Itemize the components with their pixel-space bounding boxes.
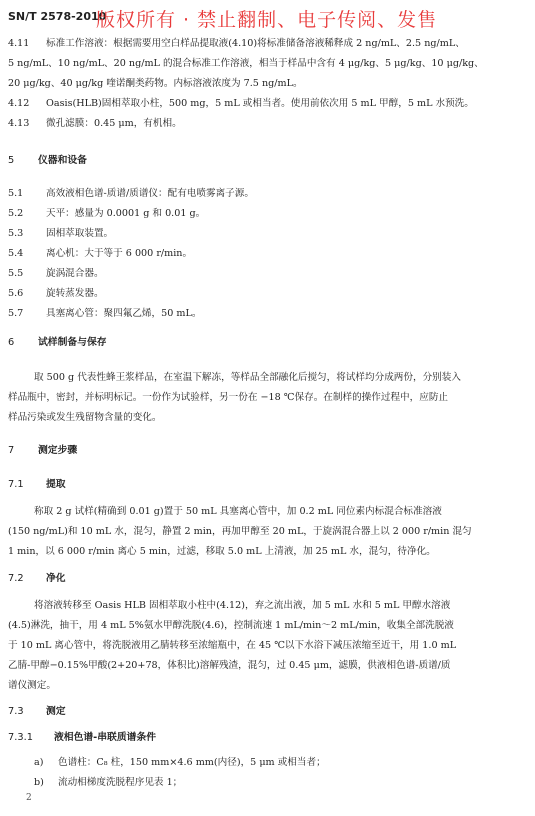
section-title: 仪器和设备 bbox=[38, 155, 87, 166]
clause-text: 天平：感量为 0.0001 g 和 0.01 g。 bbox=[46, 208, 206, 219]
clause-number: 5.7 bbox=[8, 308, 24, 319]
clause-4-13 bbox=[8, 114, 182, 134]
clause-number: 5.2 bbox=[8, 208, 24, 219]
clause-text: 高效液相色谱-质谱/质谱仪：配有电喷雾离子源。 bbox=[46, 188, 254, 199]
clause-4-12 bbox=[8, 94, 474, 114]
clause-number: 4.13 bbox=[8, 118, 30, 129]
section-number: 7.1 bbox=[8, 479, 24, 490]
list-item-a bbox=[34, 753, 326, 773]
list-marker: a) bbox=[34, 757, 44, 768]
list-text: 流动相梯度洗脱程序见表 1； bbox=[58, 777, 183, 788]
subsection-7-1-line2: (150 ng/mL)和 10 mL 水，混匀，静置 2 min，再加甲醇至 20 mL，于旋涡混合器上以 2 000 r/min 混匀 bbox=[8, 526, 472, 537]
section-number: 7.3 bbox=[8, 706, 24, 717]
section-title: 测定 bbox=[46, 706, 66, 717]
clause-text: 旋转蒸发器。 bbox=[46, 288, 104, 299]
section-title: 净化 bbox=[46, 573, 66, 584]
section-title: 提取 bbox=[46, 479, 66, 490]
clause-4-11-line3: 20 μg/kg、40 μg/kg 喹诺酮类药物。内标溶液浓度为 7.5 ng/mL。 bbox=[8, 78, 303, 89]
subsection-7-2-line1: 将溶液转移至 Oasis HLB 固相萃取小柱中(4.12)，弃之流出液，加 5 mL 水和 5 mL 甲醇水溶液 bbox=[34, 600, 451, 611]
list-marker: b) bbox=[34, 777, 44, 788]
clause-text: 固相萃取装置。 bbox=[46, 228, 114, 239]
subsection-7-2-line5: 谱仪测定。 bbox=[8, 680, 56, 691]
clause-text: 具塞离心管：聚四氟乙烯，50 mL。 bbox=[46, 308, 202, 319]
subsection-7-1-heading bbox=[8, 476, 66, 490]
subsection-7-2-line2: (4.5)淋洗，抽干，用 4 mL 5%氨水甲醇洗脱(4.6)，控制流速 1 mL/min～2 mL/min，收集全部洗脱液 bbox=[8, 620, 454, 631]
section-5-heading bbox=[8, 152, 87, 166]
section-6-heading bbox=[8, 334, 107, 348]
subsection-7-1-line3: 1 min，以 6 000 r/min 离心 5 min，过滤，移取 5.0 mL 上清液，加 25 mL 水，混匀，待净化。 bbox=[8, 546, 436, 557]
clause-number: 5.4 bbox=[8, 248, 24, 259]
subsection-7-2-line4: 乙腈-甲醇−0.15%甲酸(2+20+78，体积比)溶解残渣，混匀，过 0.45 μm，滤膜，供液相色谱-质谱/质 bbox=[8, 660, 451, 671]
clause-5-6 bbox=[8, 284, 104, 304]
clause-5-1 bbox=[8, 184, 254, 204]
clause-number: 5.1 bbox=[8, 188, 24, 199]
list-text: 色谱柱：C₈ 柱，150 mm×4.6 mm(内径)，5 μm 或相当者； bbox=[58, 757, 326, 768]
clause-number: 5.5 bbox=[8, 268, 24, 279]
list-item-b bbox=[34, 773, 182, 793]
section-7-heading bbox=[8, 442, 77, 456]
clause-number: 5.6 bbox=[8, 288, 24, 299]
clause-number: 4.11 bbox=[8, 38, 30, 49]
clause-5-5 bbox=[8, 264, 104, 284]
section-6-para-line3: 样品污染或发生残留物含量的变化。 bbox=[8, 412, 162, 423]
section-number: 5 bbox=[8, 155, 15, 166]
clause-text: 旋涡混合器。 bbox=[46, 268, 104, 279]
page-number: 2 bbox=[26, 793, 32, 803]
copyright-watermark: 版权所有 · 禁止翻制、电子传阅、发售 bbox=[96, 9, 438, 31]
section-title: 试样制备与保存 bbox=[38, 337, 107, 348]
subsection-7-3-1-heading bbox=[8, 729, 156, 743]
section-6-para-line1: 取 500 g 代表性蜂王浆样品，在室温下解冻，等样品全部融化后搅匀，将试样均分成两份，分别装入 bbox=[34, 372, 461, 383]
standard-code: SN/T 2578-2010 bbox=[8, 10, 107, 23]
clause-5-2 bbox=[8, 204, 205, 224]
section-6-para-line2: 样品瓶中，密封，并标明标记。一份作为试验样，另一份在 −18 ℃保存。在制样的操作过程中，应防止 bbox=[8, 392, 449, 403]
clause-number: 5.3 bbox=[8, 228, 24, 239]
subsection-7-2-heading bbox=[8, 570, 66, 584]
clause-5-4 bbox=[8, 244, 192, 264]
subsection-7-1-line1: 称取 2 g 试样(精确到 0.01 g)置于 50 mL 具塞离心管中，加 0.2 mL 同位素内标混合标准溶液 bbox=[34, 506, 442, 517]
clause-text: Oasis(HLB)固相萃取小柱，500 mg，5 mL 或相当者。使用前依次用 5 mL 甲醇，5 mL 水预洗。 bbox=[46, 98, 474, 109]
clause-number: 4.12 bbox=[8, 98, 30, 109]
section-number: 7.3.1 bbox=[8, 732, 33, 743]
clause-5-3 bbox=[8, 224, 113, 244]
clause-4-11-line1 bbox=[8, 34, 465, 54]
section-title: 测定步骤 bbox=[38, 445, 78, 456]
clause-text: 微孔滤膜：0.45 μm，有机相。 bbox=[46, 118, 182, 129]
section-title: 液相色谱-串联质谱条件 bbox=[54, 732, 157, 743]
clause-4-11-line2: 5 ng/mL、10 ng/mL、20 ng/mL 的混合标准工作溶液，相当于样品中含有 4 μg/kg、5 μg/kg、10 μg/kg、 bbox=[8, 58, 484, 69]
clause-5-7 bbox=[8, 304, 201, 324]
subsection-7-2-line3: 于 10 mL 离心管中，将洗脱液用乙腈转移至浓缩瓶中，在 45 ℃以下水浴下减压浓缩至近干，用 1.0 mL bbox=[8, 640, 457, 651]
subsection-7-3-heading bbox=[8, 703, 66, 717]
clause-text: 标准工作溶液：根据需要用空白样品提取液(4.10)将标准储备溶液稀释成 2 ng/mL、2.5 ng/mL、 bbox=[46, 38, 465, 49]
section-number: 7 bbox=[8, 445, 15, 456]
section-number: 7.2 bbox=[8, 573, 24, 584]
clause-text: 离心机：大于等于 6 000 r/min。 bbox=[46, 248, 193, 259]
section-number: 6 bbox=[8, 337, 15, 348]
